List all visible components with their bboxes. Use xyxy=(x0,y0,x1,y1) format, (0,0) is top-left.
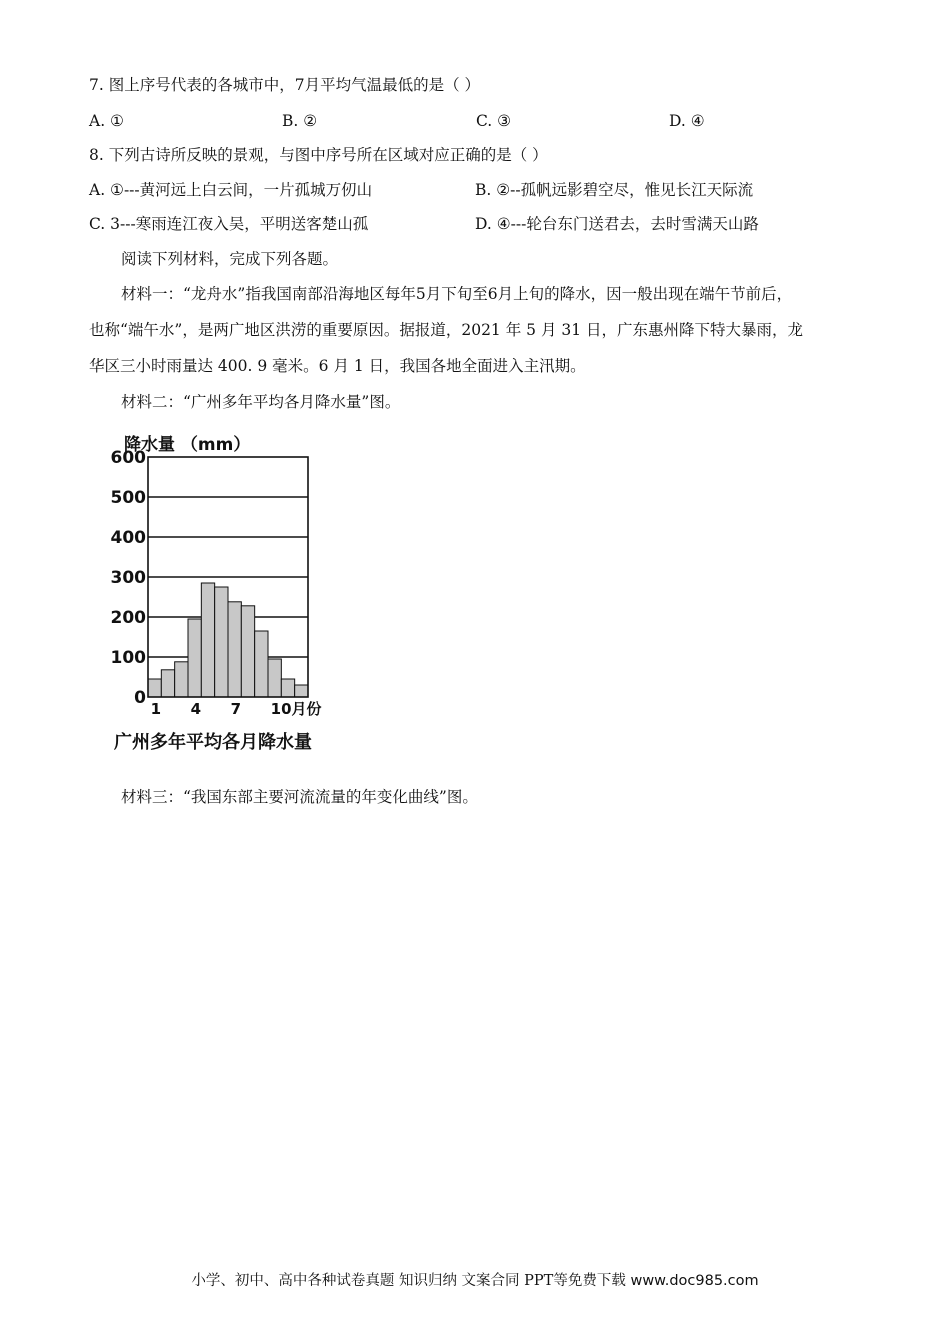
question-8-option-c: C. 3---寒雨连江夜入吴，平明送客楚山孤 xyxy=(89,215,369,233)
question-8-stem: 8. 下列古诗所反映的景观，与图中序号所在区域对应正确的是（ ） xyxy=(89,146,548,164)
material-3-caption: 材料三：“我国东部主要河流流量的年变化曲线”图。 xyxy=(121,788,478,806)
y-tick-label: 0 xyxy=(134,688,146,708)
footer-site-link[interactable]: www.doc985.com xyxy=(630,1273,759,1289)
bar-month-6 xyxy=(215,587,228,697)
bar-month-5 xyxy=(201,583,214,697)
x-tick-label: 10月份 xyxy=(270,700,322,718)
question-7-option-d: D. ④ xyxy=(669,112,705,130)
bar-month-1 xyxy=(148,679,161,697)
y-tick-label: 600 xyxy=(110,448,146,468)
bar-month-9 xyxy=(255,631,268,697)
y-tick-label: 200 xyxy=(110,608,146,628)
material-2-caption: 材料二：“广州多年平均各月降水量”图。 xyxy=(121,393,401,411)
question-7-option-b: B. ② xyxy=(282,112,318,130)
bar-month-7 xyxy=(228,602,241,697)
x-tick-label: 4 xyxy=(190,700,202,718)
y-tick-label: 300 xyxy=(110,568,146,588)
page-footer xyxy=(0,1269,950,1290)
x-tick-label: 7 xyxy=(230,700,242,718)
question-7-option-a: A. ① xyxy=(89,112,124,130)
question-8-option-b: B. ②--孤帆远影碧空尽，惟见长江天际流 xyxy=(475,181,754,199)
question-7-stem: 7. 图上序号代表的各城市中，7月平均气温最低的是（ ） xyxy=(89,76,481,94)
bar-month-8 xyxy=(241,606,254,697)
bar-month-10 xyxy=(268,659,281,697)
y-tick-label: 500 xyxy=(110,488,146,508)
chart-title: 广州多年平均各月降水量 xyxy=(114,732,312,753)
precipitation-chart xyxy=(108,428,340,724)
y-tick-label: 400 xyxy=(110,528,146,548)
bar-month-3 xyxy=(175,662,188,697)
y-tick-label: 100 xyxy=(110,648,146,668)
question-8-option-d: D. ④---轮台东门送君去，去时雪满天山路 xyxy=(475,215,759,233)
question-7-option-c: C. ③ xyxy=(476,112,512,130)
bar-month-2 xyxy=(161,670,174,697)
question-8-option-a: A. ①---黄河远上白云间，一片孤城万仞山 xyxy=(89,181,373,199)
chart-ylabel: 降水量 （mm） xyxy=(124,435,251,455)
bar-month-11 xyxy=(281,679,294,697)
footer-text: 小学、初中、高中各种试卷真题 知识归纳 文案合同 PPT等免费下载 xyxy=(191,1273,631,1289)
material-1-line-1: 材料一：“龙舟水”指我国南部沿海地区每年5月下旬至6月上旬的降水，因一般出现在端午节前后， xyxy=(121,285,793,303)
material-1-line-3: 华区三小时雨量达 400. 9 毫米。6 月 1 日，我国各地全面进入主汛期。 xyxy=(89,357,586,375)
bar-month-4 xyxy=(188,619,201,697)
x-tick-label: 1 xyxy=(150,700,162,718)
material-1-line-2: 也称“端午水”，是两广地区洪涝的重要原因。据报道，2021 年 5 月 31 日，广东惠州降下特大暴雨，龙 xyxy=(89,321,804,339)
bar-month-12 xyxy=(295,685,308,697)
reading-instruction: 阅读下列材料，完成下列各题。 xyxy=(121,250,339,268)
